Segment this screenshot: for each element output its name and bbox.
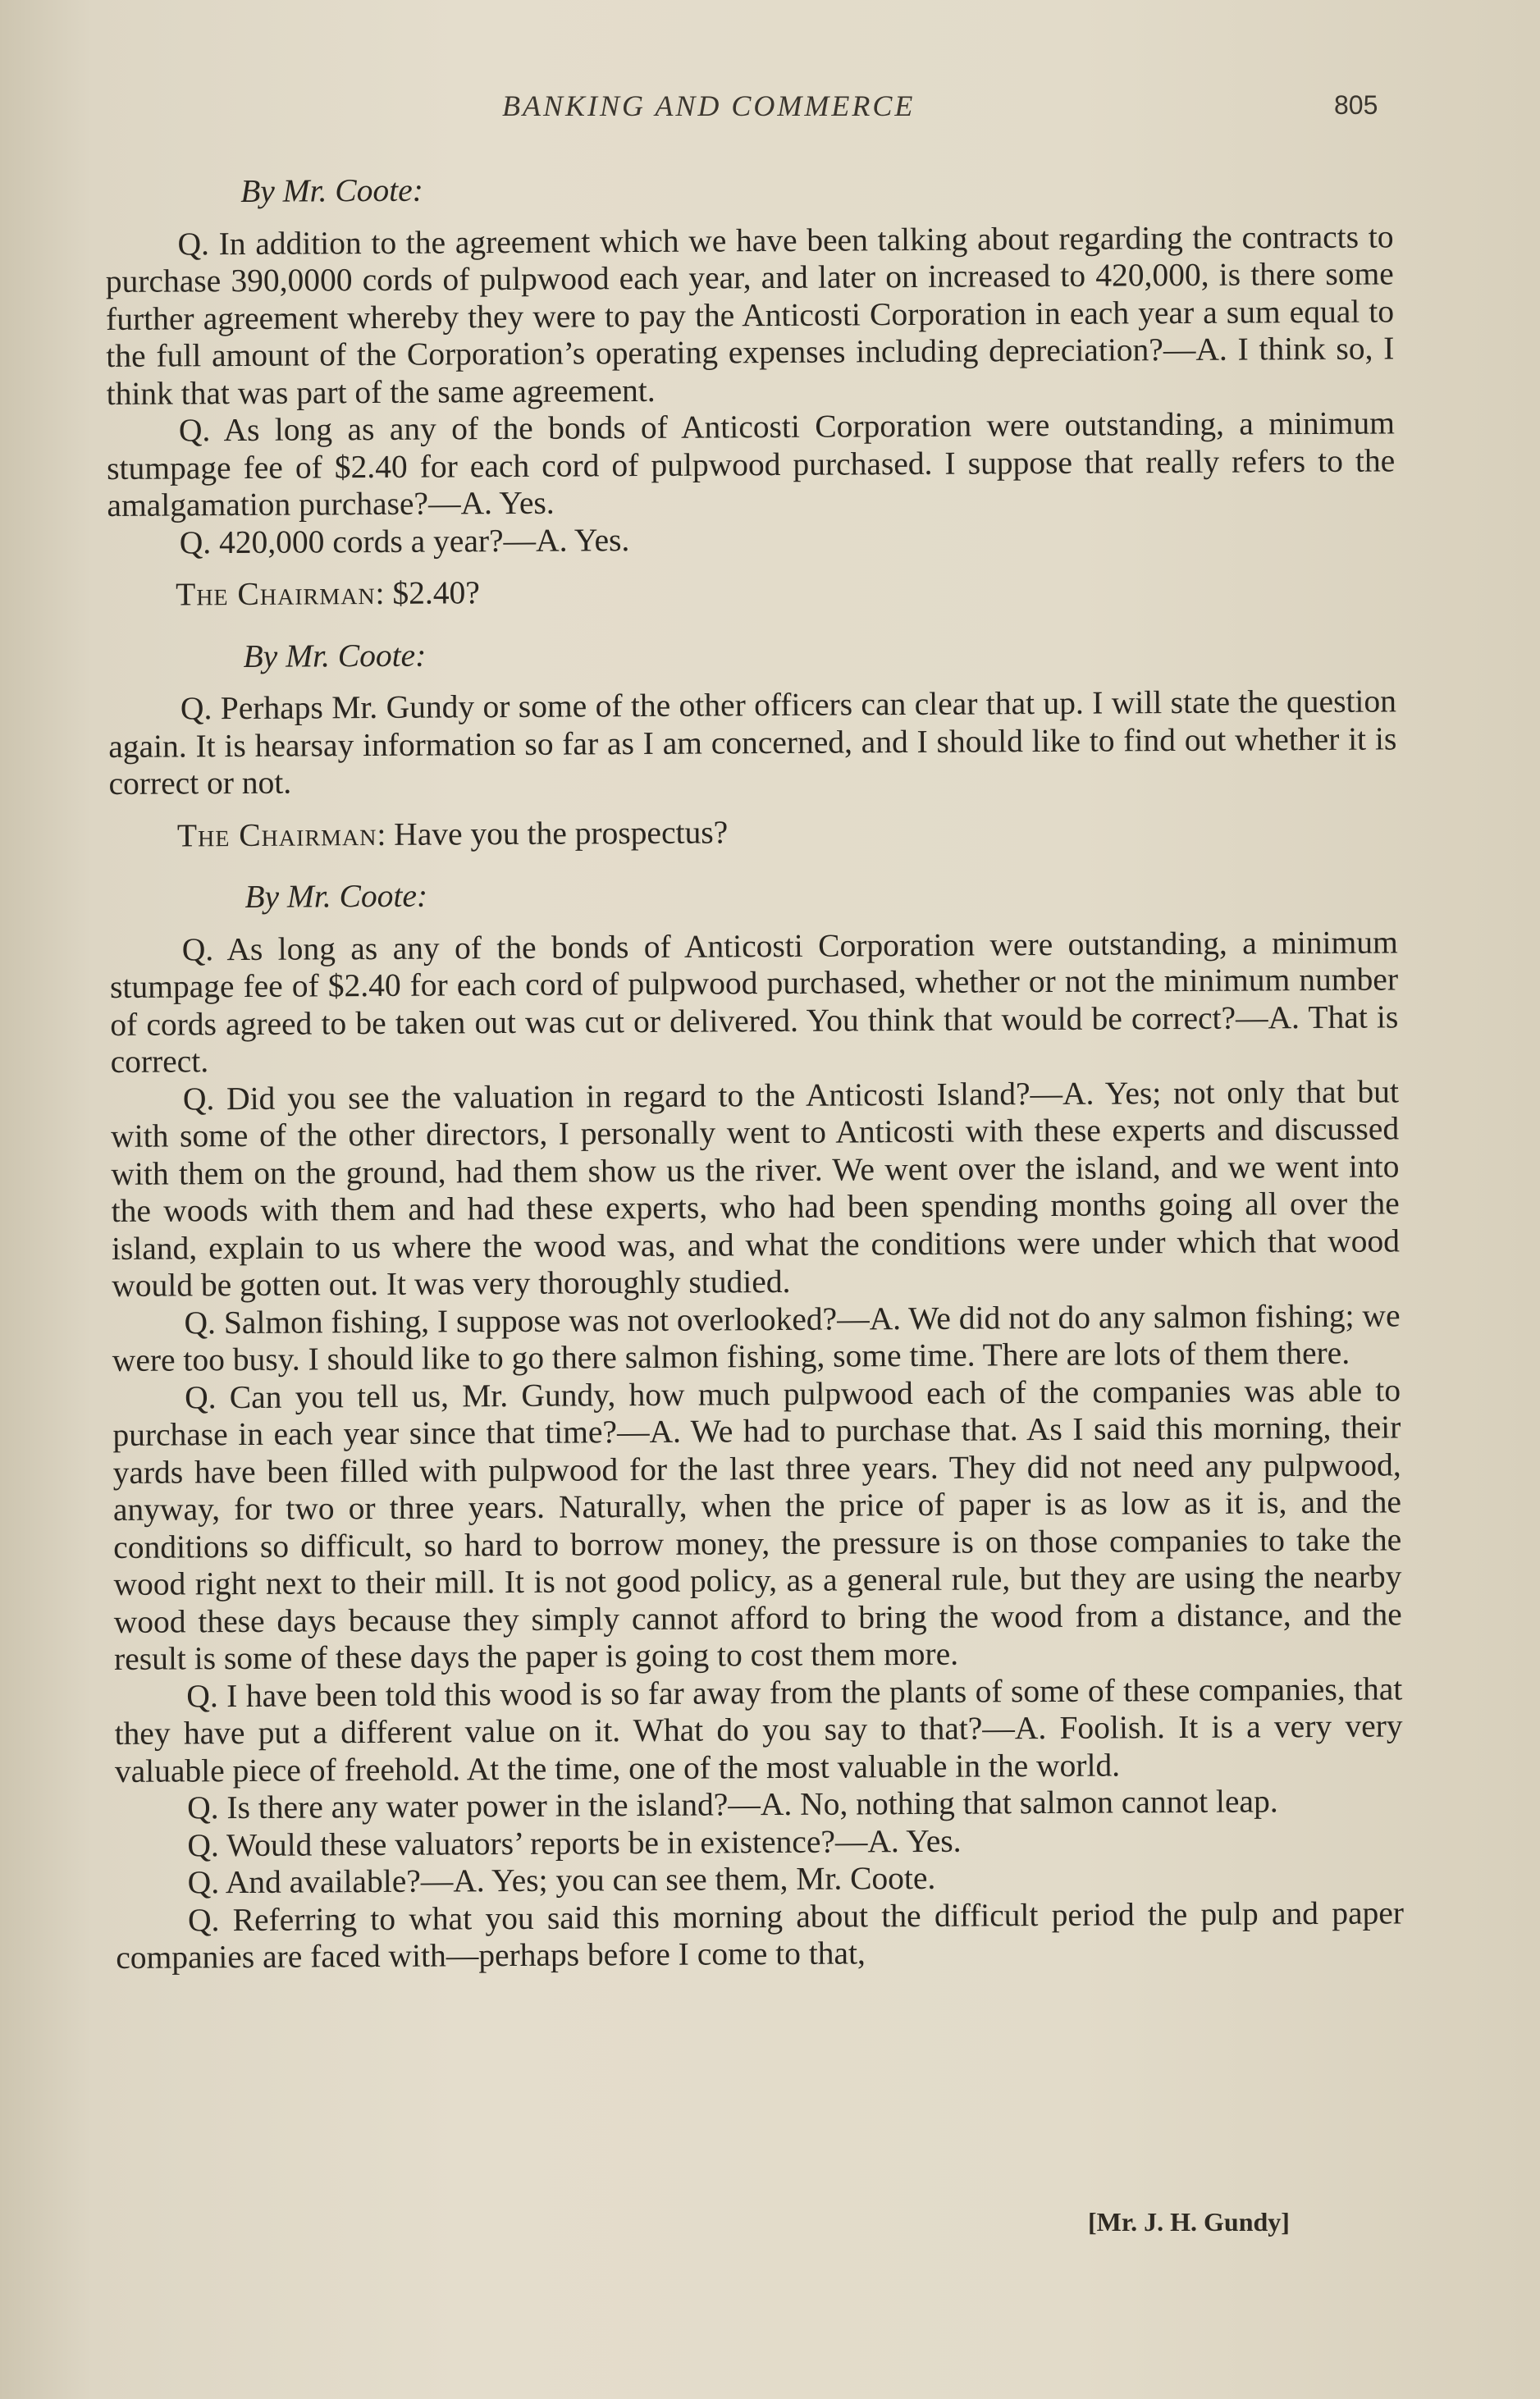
question-paragraph: Q. Is there any water power in the island?—A. No, nothing that salmon cannot leap. [187,1783,1278,1826]
question-paragraph: Q. As long as any of the bonds of Anticosti Corporation were outstanding, a minimum stumpage fee of $2.40 for each cord of pulpwood purchased. I suppose that really refers to the amalgamation purchase?—A. Yes. [107,404,1396,523]
chairman-remark [109,810,1397,855]
transcript-body [105,166,1404,1976]
question-paragraph: Q. In addition to the agreement which we have been talking about regarding the contracts to purchase 390,0000 cords of pulpwood each year, and later on increased to 420,000, is there some further agreement whereby they were to pay the Anticosti Corporation in each year a sum equal to the full amount of the Corporation’s operating expenses including depreciation?—A. I think so, I think that was part of the same agreement. [105,217,1395,412]
question-paragraph: Q. And available?—A. Yes; you can see them, Mr. Coote. [187,1859,936,1901]
question-paragraph: Q. I have been told this wood is so far away from the plants of some of these companies, that they have put a different value on it. What do you say to that?—A. Foolish. It is a very very valuable piece of freehold. At the time, one of the most valuable in the world. [114,1670,1403,1789]
question-paragraph: Q. Perhaps Mr. Gundy or some of the other officers can clear that up. I will state the question again. It is hearsay information so far as I am concerned, and I should like to find out whether it is correct or not. [108,683,1397,802]
chairman-label: The Chairman [176,816,377,853]
examiner-heading: By Mr. Coote: [243,637,427,674]
speaker-footnote: [Mr. J. H. Gundy] [1088,2207,1290,2237]
question-paragraph: Q. Referring to what you said this morning about the difficult period the pulp and paper companies are faced with—perhaps before I come to that, [116,1894,1405,1976]
chairman-text: : Have you the prospectus? [377,813,729,852]
question-paragraph: Q. Would these valuators’ reports be in existence?—A. Yes. [187,1822,962,1863]
page-number: 805 [1334,90,1378,120]
question-paragraph: Q. As long as any of the bonds of Anticosti Corporation were outstanding, a minimum stumpage fee of $2.40 for each cord of pulpwood purchased, whether or not the minimum number of cords agreed to be taken out was cut or delivered. You think that would be correct?—A. That is correct. [109,923,1399,1080]
page-header [0,89,1540,130]
question-paragraph: Q. Did you see the valuation in regard to the Anticosti Island?—A. Yes; not only that but with some of the other directors, I personally went to Anticosti with these experts and discussed with them on the ground, had them show us the river. We went over the island, and we went into the woods with them and had these experts, who had been spending months going all over the island, explain to us where the wood was, and what the conditions were under which that wood would be gotten out. It was very thoroughly studied. [111,1072,1401,1304]
question-paragraph: Q. Can you tell us, Mr. Gundy, how much pulpwood each of the companies was able to purchase in each year since that time?—A. We had to purchase that. As I said this morning, their yards have been filled with pulpwood for the last three years. They did not need any pulpwood, anyway, for two or three years. Naturally, when the price of paper is as low as it is, and the conditions so difficult, so hard to borrow money, the pressure is on those companies to take the wood right next to their mill. It is not good policy, as a general rule, but they are using the nearby wood these days because they simply cannot afford to bring the wood from a distance, and the result is some of these days the paper is going to cost them more. [112,1371,1402,1677]
question-paragraph: Q. 420,000 cords a year?—A. Yes. [179,521,630,560]
examiner-heading: By Mr. Coote: [240,171,423,209]
running-head: BANKING AND COMMERCE [502,89,916,122]
question-paragraph: Q. Salmon fishing, I suppose was not overlooked?—A. We did not do any salmon fishing; we were too busy. I should like to go there salmon fishing, some time. There are lots of them there. [112,1296,1401,1378]
chairman-remark [107,569,1396,614]
chairman-label: The Chairman [175,574,376,613]
chairman-text: : $2.40? [375,574,480,611]
examiner-heading: By Mr. Coote: [244,877,428,915]
